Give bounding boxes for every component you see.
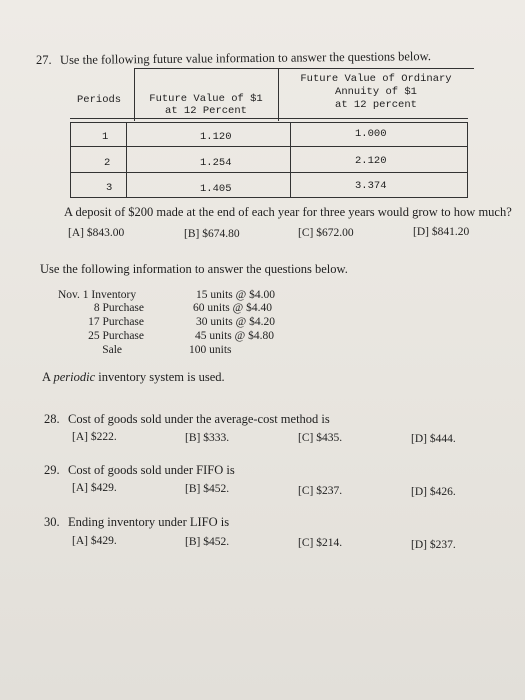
q28-option-d[interactable]: [D] $444. (411, 433, 456, 445)
row-fv: 1.120 (200, 131, 232, 143)
inventory-value: 15 units @ $4.00 (196, 289, 275, 301)
inventory-label: 25 Purchase (88, 330, 144, 342)
inventory-value: 30 units @ $4.20 (196, 316, 275, 328)
info-intro: Use the following information to answer the questions below. (40, 262, 348, 276)
q27-prompt: Use the following future value information to answer the questions below. (59, 49, 432, 67)
inventory-label: Sale (102, 344, 122, 356)
inventory-label: 8 Purchase (93, 302, 144, 314)
row-fva: 1.000 (355, 128, 387, 140)
q27-option-d[interactable]: [D] $841.20 (413, 226, 470, 238)
header-fva-line2: Annuity of $1 (335, 86, 417, 98)
row-fv: 1.254 (200, 157, 232, 169)
header-fva-line1: Future Value of Ordinary (300, 73, 452, 85)
system-note: A periodic inventory system is used. (42, 370, 225, 384)
q30-number: 30. (44, 515, 60, 529)
q29-option-b[interactable]: [B] $452. (185, 483, 230, 495)
q28-option-c[interactable]: [C] $435. (298, 432, 343, 444)
row-period: 1 (102, 131, 109, 143)
q28-number: 28. (44, 412, 60, 426)
q29-number: 29. (44, 463, 60, 477)
row-period: 2 (104, 157, 111, 169)
row-fva: 2.120 (355, 155, 387, 167)
header-fva-line3: at 12 percent (335, 99, 417, 111)
header-fv-line1: Future Value of $1 (149, 93, 263, 105)
q27-option-a[interactable]: [A] $843.00 (68, 227, 125, 239)
inventory-label: 17 Purchase (88, 316, 144, 328)
header-periods: Periods (77, 94, 122, 106)
inventory-value: 45 units @ $4.80 (195, 330, 274, 342)
q30-option-b[interactable]: [B] $452. (185, 536, 230, 548)
q30-option-d[interactable]: [D] $237. (411, 539, 456, 551)
q30-option-a[interactable]: [A] $429. (72, 535, 117, 547)
row-period: 3 (106, 182, 113, 194)
q27-question: A deposit of $200 made at the end of each year for three years would grow to how much? (64, 205, 512, 219)
inventory-value: 100 units (189, 344, 232, 356)
q28-text: Cost of goods sold under the average-cost method is (68, 412, 330, 426)
q28-option-b[interactable]: [B] $333. (185, 432, 230, 444)
q29-option-a[interactable]: [A] $429. (72, 482, 117, 494)
q29-text: Cost of goods sold under FIFO is (68, 463, 235, 477)
q29-option-d[interactable]: [D] $426. (411, 486, 456, 498)
q29-option-c[interactable]: [C] $237. (298, 485, 343, 497)
row-fva: 3.374 (355, 180, 387, 192)
q27-number: 27. (36, 53, 52, 67)
q27-option-b[interactable]: [B] $674.80 (184, 228, 240, 240)
row-fv: 1.405 (200, 183, 232, 195)
inventory-label: Nov. 1 Inventory (58, 289, 137, 301)
q30-option-c[interactable]: [C] $214. (298, 537, 343, 549)
header-fv-line2: at 12 Percent (165, 105, 247, 117)
inventory-value: 60 units @ $4.40 (193, 302, 272, 314)
q27-option-c[interactable]: [C] $672.00 (298, 227, 354, 239)
q30-text: Ending inventory under LIFO is (68, 515, 230, 529)
q28-option-a[interactable]: [A] $222. (72, 431, 117, 443)
